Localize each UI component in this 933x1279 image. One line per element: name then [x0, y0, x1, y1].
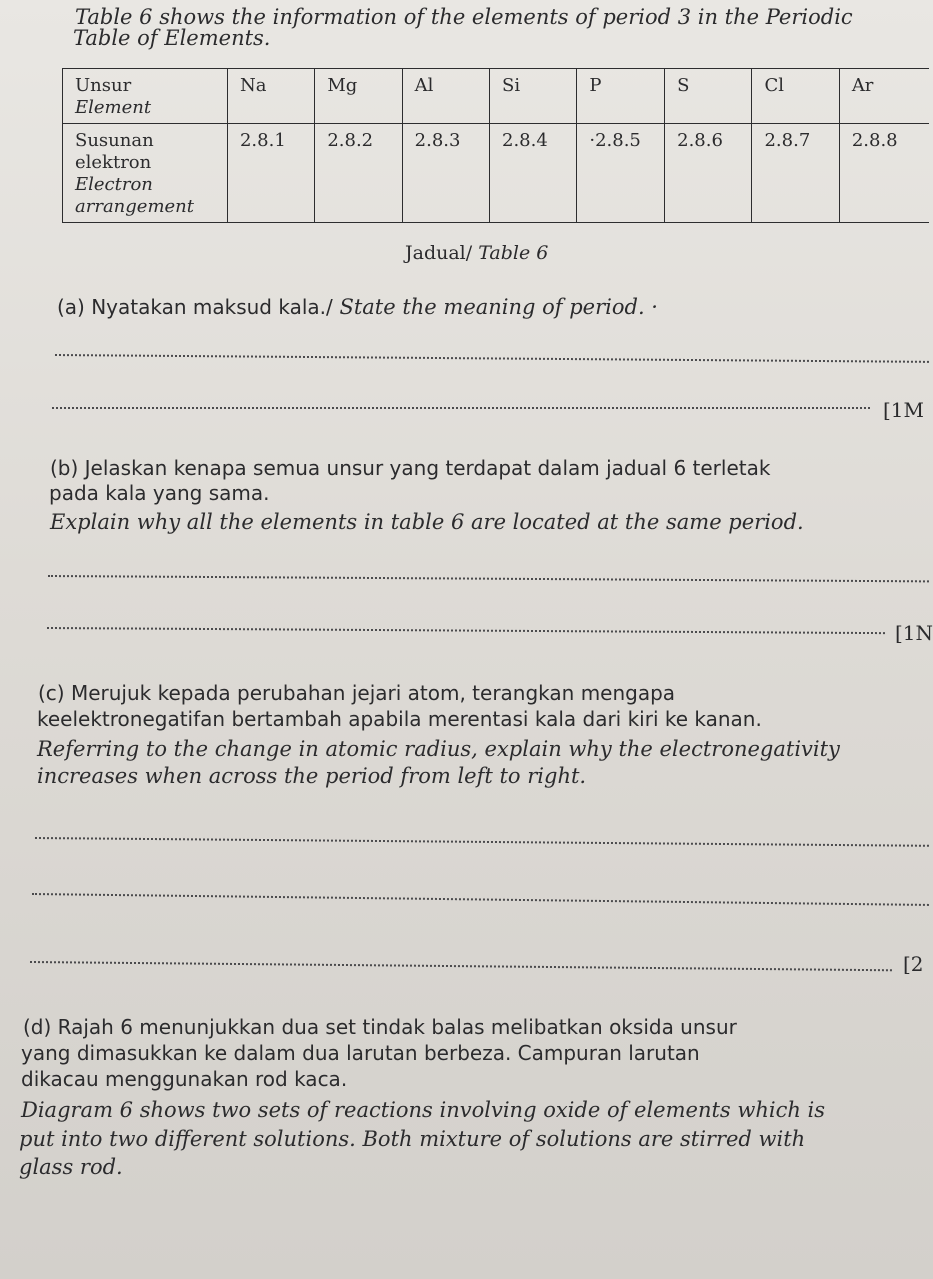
- question-a-en: State the meaning of period. ·: [339, 295, 658, 319]
- question-c-ms-2: keelektronegatifan bertambah apabila merentasi kala dari kiri ke kanan.: [37, 707, 762, 731]
- answer-line-c1[interactable]: [35, 837, 929, 847]
- question-c-en-1: Referring to the change in atomic radius, explain why the electronegativity: [37, 737, 840, 761]
- question-d-en-1: Diagram 6 shows two sets of reactions involving oxide of elements which is: [21, 1098, 826, 1122]
- question-a-mark: [1M: [883, 398, 925, 422]
- table-caption: [405, 240, 548, 266]
- answer-line-a2[interactable]: [52, 407, 870, 409]
- table-caption-ms: Jadual/: [405, 242, 473, 264]
- question-d-en-3: glass rod.: [19, 1155, 123, 1179]
- arrangement-cell: 2.8.8: [839, 124, 929, 223]
- arrangement-label-ms-2: elektron: [75, 152, 152, 173]
- question-b-ms-2: pada kala yang sama.: [49, 481, 270, 505]
- arrangement-cell: 2.8.1: [227, 124, 314, 223]
- element-label-ms: Unsur: [75, 75, 132, 96]
- element-cell: Na: [227, 69, 314, 124]
- intro-line-1: Table 6 shows the information of the elements of period 3 in the Periodic: [75, 5, 853, 29]
- answer-line-c2[interactable]: [32, 893, 929, 906]
- question-d-en-2: put into two different solutions. Both mixture of solutions are stirred with: [19, 1127, 806, 1151]
- arrangement-cell: 2.8.4: [490, 124, 577, 223]
- arrangement-cell: ·2.8.5: [577, 124, 665, 223]
- arrangement-label-en-1: Electron: [75, 174, 153, 195]
- intro-line-2: Table of Elements.: [73, 26, 271, 50]
- answer-line-b2[interactable]: [47, 627, 885, 634]
- table-caption-en: Table 6: [478, 242, 549, 264]
- table-row-element: [63, 69, 930, 124]
- question-a: [57, 294, 658, 320]
- element-cell: Ar: [839, 69, 929, 124]
- question-b-en: Explain why all the elements in table 6 are located at the same period.: [50, 510, 804, 534]
- question-d-ms-3: dikacau menggunakan rod kaca.: [21, 1067, 348, 1091]
- arrangement-label-cell: [63, 124, 228, 223]
- arrangement-cell: 2.8.6: [665, 124, 752, 223]
- question-c-en-2: increases when across the period from left to right.: [37, 764, 587, 788]
- question-c-ms-1: (c) Merujuk kepada perubahan jejari atom, terangkan mengapa: [38, 681, 676, 705]
- arrangement-label-ms-1: Susunan: [75, 130, 154, 151]
- answer-line-b1[interactable]: [48, 575, 929, 582]
- element-cell: P: [577, 69, 665, 124]
- question-a-ms: (a) Nyatakan maksud kala./: [57, 295, 333, 319]
- question-c-mark: [2: [903, 952, 924, 976]
- arrangement-label-en-2: arrangement: [75, 196, 194, 217]
- question-d-ms-2: yang dimasukkan ke dalam dua larutan berbeza. Campuran larutan: [21, 1041, 700, 1065]
- table-row-arrangement: [63, 124, 930, 223]
- element-cell: Al: [402, 69, 489, 124]
- question-b-mark: [1N: [895, 621, 933, 645]
- question-d-ms-1: (d) Rajah 6 menunjukkan dua set tindak balas melibatkan oksida unsur: [23, 1015, 737, 1039]
- element-cell: Si: [490, 69, 577, 124]
- element-cell: Cl: [752, 69, 839, 124]
- element-label-en: Element: [75, 97, 152, 118]
- element-cell: Mg: [315, 69, 402, 124]
- element-label-cell: [63, 69, 228, 124]
- arrangement-cell: 2.8.7: [752, 124, 839, 223]
- answer-line-a1[interactable]: [55, 354, 929, 363]
- element-cell: S: [665, 69, 752, 124]
- arrangement-cell: 2.8.2: [315, 124, 402, 223]
- arrangement-cell: 2.8.3: [402, 124, 489, 223]
- elements-table: [62, 68, 929, 223]
- answer-line-c3[interactable]: [30, 961, 892, 971]
- question-b-ms-1: (b) Jelaskan kenapa semua unsur yang terdapat dalam jadual 6 terletak: [50, 456, 771, 480]
